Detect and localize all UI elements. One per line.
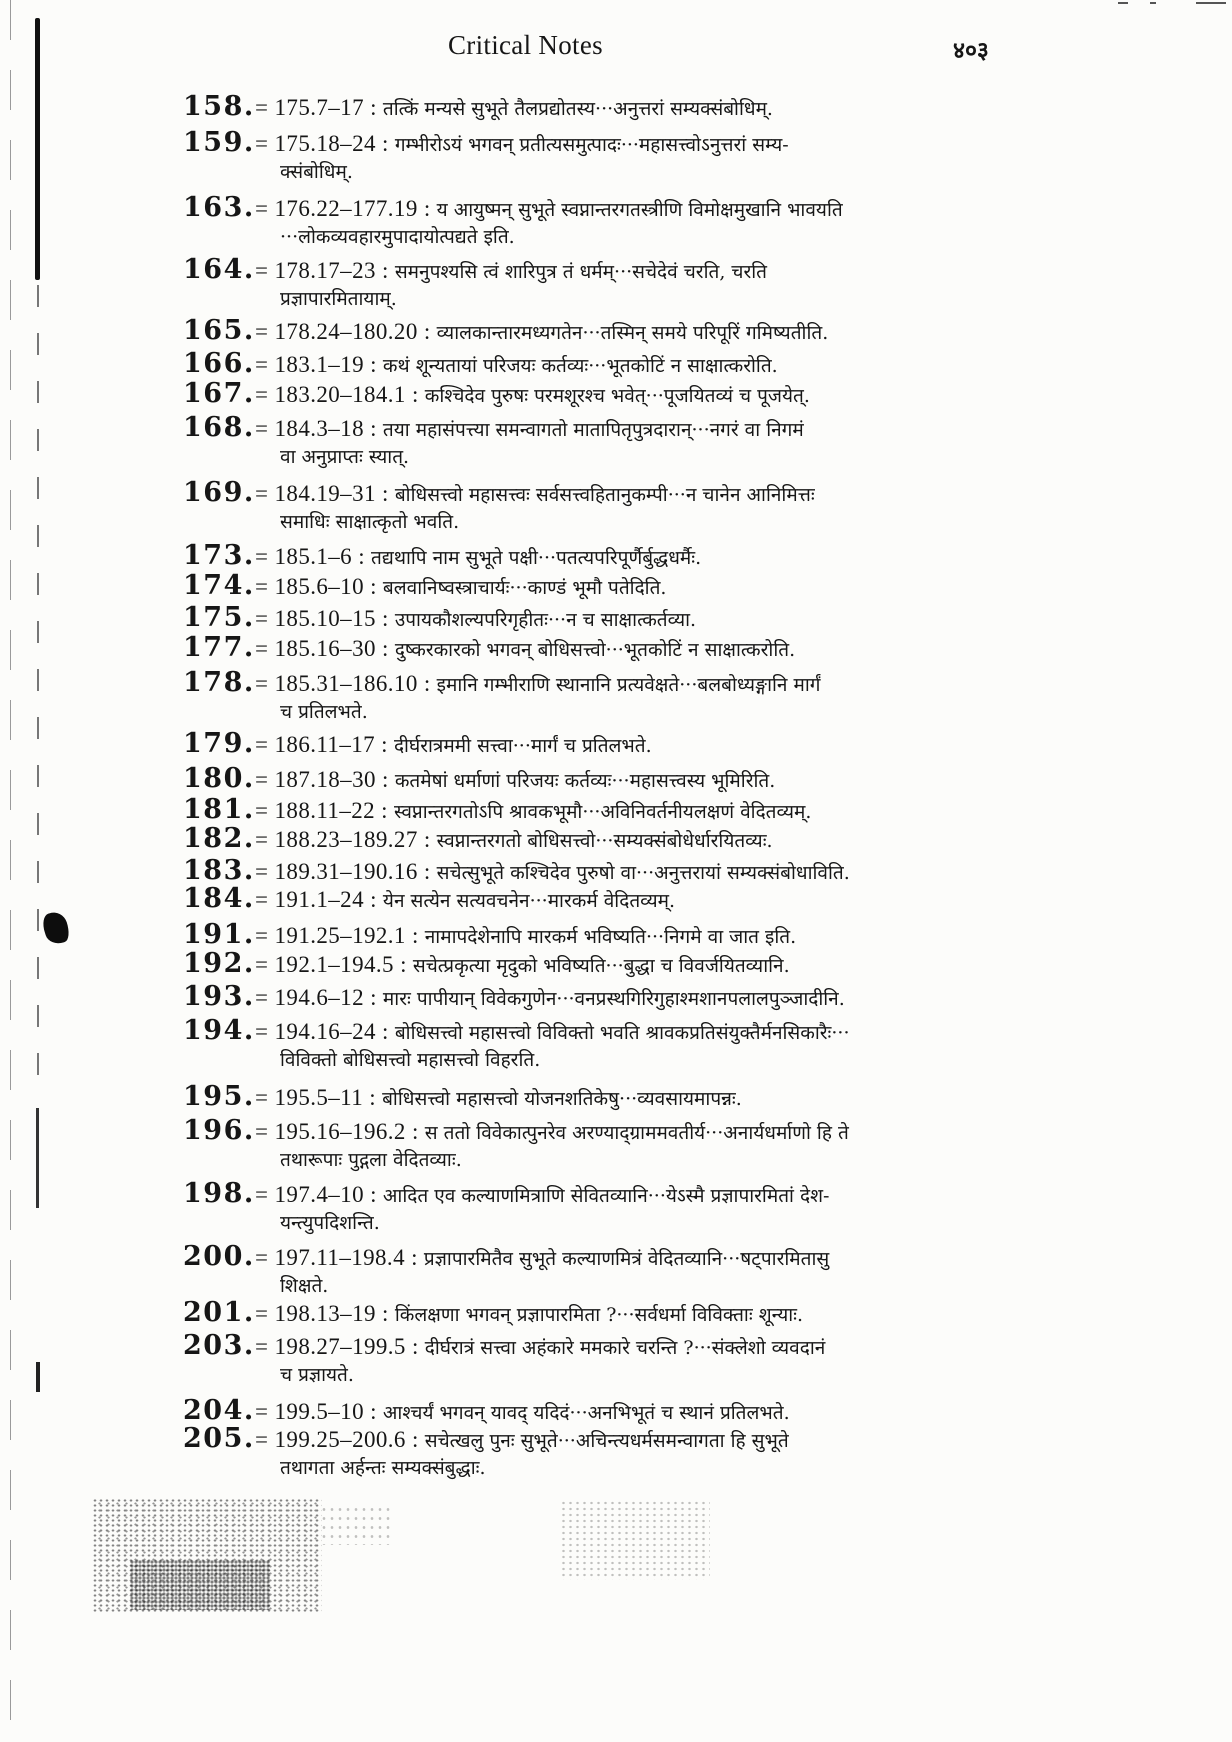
note-entry: [183, 128, 789, 187]
note-text-continuation: तथारूपाः पुद्गला वेदितव्याः.: [280, 1149, 462, 1171]
note-entry: [183, 541, 701, 571]
note-reference: = 191.1–24 :: [255, 887, 377, 912]
note-reference: = 183.20–184.1 :: [255, 382, 419, 407]
note-entry: [183, 1116, 849, 1175]
note-entry: [183, 1242, 829, 1301]
note-entry: [183, 982, 845, 1012]
note-text-line: आदित एव कल्याणमित्राणि सेवितव्यानि···येऽस्मै प्रज्ञापारमितां देश-: [382, 1185, 830, 1207]
note-entry: [183, 1179, 829, 1238]
note-reference: = 187.18–30 :: [255, 767, 389, 792]
note-reference: = 189.31–190.16 :: [255, 859, 431, 884]
note-first-line: [183, 541, 701, 571]
note-reference: = 183.1–19 :: [255, 352, 377, 377]
note-first-line: [183, 795, 811, 825]
note-number: 204.: [183, 1395, 255, 1426]
note-reference: = 194.16–24 :: [255, 1019, 389, 1044]
note-first-line: [183, 729, 652, 759]
note-text-line: सचेत्सुभूते कश्चिदेव पुरुषो वा···अनुत्तरायां सम्यक्संबोधाविति.: [436, 862, 850, 884]
note-number: 200.: [183, 1241, 255, 1272]
note-text-line: बलवानिष्वस्त्राचार्यः···काण्डं भूमौ पतेदिति.: [382, 577, 667, 599]
note-reference: = 199.25–200.6 :: [255, 1427, 419, 1452]
note-text-line: कतमेषां धर्माणां परिजयः कर्तव्यः···महासत्त्वस्य भूमिरिति.: [394, 770, 776, 792]
note-number: 165.: [183, 315, 255, 346]
note-text-continuation: यन्त्युपदिशन्ति.: [280, 1212, 380, 1234]
note-entry: [183, 379, 810, 409]
note-text-line: य आयुष्मन् सुभूते स्वप्नान्तरगतस्त्रीणि विमोक्षमुखानि भावयति: [436, 199, 843, 221]
note-text-continuation: विविक्तो बोधिसत्त्वो महासत्त्वो विहरति.: [280, 1049, 541, 1071]
running-head-title: Critical Notes: [448, 30, 603, 60]
note-text-continuation: च प्रतिलभते.: [280, 701, 368, 723]
note-entry: [183, 795, 811, 825]
note-first-line: [183, 603, 696, 633]
note-number: 158.: [183, 91, 255, 122]
note-number: 177.: [183, 632, 255, 663]
note-entry: [183, 764, 775, 794]
note-first-line: [183, 92, 773, 122]
note-number: 159.: [183, 127, 255, 158]
note-text-line: नामापदेशेनापि मारकर्म भविष्यति···निगमे वा जात इति.: [424, 926, 797, 948]
note-number: 195.: [183, 1081, 255, 1112]
note-entry: [183, 92, 773, 122]
note-first-line: [183, 128, 789, 158]
note-reference: = 186.11–17 :: [255, 732, 388, 757]
note-first-line: [183, 1396, 790, 1426]
note-first-line: [183, 1331, 825, 1361]
note-text-continuation: प्रज्ञापारमितायाम्.: [280, 288, 397, 310]
note-first-line: [183, 824, 773, 854]
note-text-line: स्वप्नान्तरगतोऽपि श्रावकभूमौ···अविनिवर्तनीयलक्षणं वेदितव्यम्.: [393, 801, 812, 823]
note-number: 164.: [183, 254, 255, 285]
note-text-line: व्यालकान्तारमध्यगतेन···तस्मिन् समये परिपूरिं गमिष्यतीति.: [436, 322, 829, 344]
note-entry: [183, 729, 652, 759]
note-reference: = 198.27–199.5 :: [255, 1334, 419, 1359]
note-first-line: [183, 193, 843, 223]
note-reference: = 178.17–23 :: [255, 258, 389, 283]
note-number: 205.: [183, 1423, 255, 1454]
note-reference: = 197.11–198.4 :: [255, 1245, 418, 1270]
note-entry: [183, 1424, 789, 1483]
note-first-line: [183, 856, 850, 886]
note-reference: = 197.4–10 :: [255, 1182, 377, 1207]
note-text-line: स ततो विवेकात्पुनरेव अरण्याद्ग्राममवतीर्य···अनार्यधर्माणो हि ते: [424, 1122, 849, 1144]
note-number: 174.: [183, 570, 255, 601]
note-text-line: दीर्घरात्रं सत्त्वा अहंकारे ममकारे चरन्ति ?···संक्लेशो व्यवदानं: [424, 1337, 826, 1359]
note-number: 193.: [183, 981, 255, 1012]
note-entry: [183, 856, 850, 886]
note-entry: [183, 824, 773, 854]
note-first-line: [183, 349, 778, 379]
note-entry: [183, 1331, 825, 1390]
note-number: 182.: [183, 823, 255, 854]
note-number: 179.: [183, 728, 255, 759]
note-number: 168.: [183, 412, 255, 443]
note-first-line: [183, 1424, 789, 1454]
note-entry: [183, 349, 778, 379]
note-text-line: कश्चिदेव पुरुषः परमशूरश्च भवेत्···पूजयितव्यं च पूजयेत्.: [424, 385, 810, 407]
note-reference: = 176.22–177.19 :: [255, 196, 431, 221]
note-reference: = 184.3–18 :: [255, 416, 377, 441]
note-number: 203.: [183, 1330, 255, 1361]
note-first-line: [183, 884, 675, 914]
note-reference: = 195.16–196.2 :: [255, 1119, 419, 1144]
note-number: 198.: [183, 1178, 255, 1209]
note-reference: = 195.5–11 :: [255, 1085, 377, 1110]
note-entry: [183, 949, 790, 979]
note-first-line: [183, 633, 795, 663]
note-reference: = 185.16–30 :: [255, 636, 389, 661]
note-entry: [183, 1082, 742, 1112]
note-first-line: [183, 920, 796, 950]
note-reference: = 175.7–17 :: [255, 95, 377, 120]
note-first-line: [183, 316, 828, 346]
note-number: 167.: [183, 378, 255, 409]
note-text-line: बोधिसत्त्वो महासत्त्वः सर्वसत्त्वहितानुकम्पी···न चानेन आनिमित्तः: [394, 484, 815, 506]
note-reference: = 199.5–10 :: [255, 1399, 377, 1424]
note-first-line: [183, 668, 820, 698]
note-entry: [183, 478, 815, 537]
note-first-line: [183, 1298, 803, 1328]
note-reference: = 194.6–12 :: [255, 985, 377, 1010]
note-entry: [183, 920, 796, 950]
note-reference: = 198.13–19 :: [255, 1301, 389, 1326]
note-number: 163.: [183, 192, 255, 223]
note-text-line: तया महासंपत्त्या समन्वागतो मातापितृपुत्रदारान्···नगरं वा निगमं: [382, 419, 804, 441]
note-text-line: दुष्करकारको भगवन् बोधिसत्त्वो···भूतकोटिं न साक्षात्करोति.: [394, 639, 796, 661]
note-text-line: कथं शून्यतायां परिजयः कर्तव्यः···भूतकोटिं न साक्षात्करोति.: [382, 355, 778, 377]
note-text-line: दीर्घरात्रममी सत्त्वा···मार्गं च प्रतिलभते.: [393, 735, 652, 757]
note-number: 173.: [183, 540, 255, 571]
note-first-line: [183, 1179, 829, 1209]
note-text-line: आश्चर्यं भगवन् यावद् यदिदं···अनभिभूतं च स्थानं प्रतिलभते.: [382, 1402, 790, 1424]
note-number: 181.: [183, 794, 255, 825]
note-entry: [183, 633, 795, 663]
note-reference: = 192.1–194.5 :: [255, 952, 407, 977]
note-text-line: तत्किं मन्यसे सुभूते तैलप्रद्योतस्य···अनुत्तरां सम्यक्संबोधिम्.: [382, 98, 773, 120]
note-reference: = 185.1–6 :: [255, 544, 366, 569]
note-text-continuation: क्संबोधिम्.: [280, 161, 353, 183]
note-text-continuation: समाधिः साक्षात्कृतो भवति.: [280, 511, 460, 533]
note-number: 183.: [183, 855, 255, 886]
note-text-line: गम्भीरोऽयं भगवन् प्रतीत्यसमुत्पादः···महासत्त्वोऽनुत्तरां सम्य-: [394, 134, 789, 156]
note-text-continuation: तथागता अर्हन्तः सम्यक्संबुद्धाः.: [280, 1457, 486, 1479]
note-reference: = 185.10–15 :: [255, 606, 389, 631]
note-first-line: [183, 478, 815, 508]
note-first-line: [183, 949, 790, 979]
note-text-line: प्रज्ञापारमितैव सुभूते कल्याणमित्रं वेदितव्यानि···षट्पारमितासु: [423, 1248, 830, 1270]
note-reference: = 188.11–22 :: [255, 798, 388, 823]
note-number: 192.: [183, 948, 255, 979]
note-entry: [183, 1016, 850, 1075]
note-entry: [183, 1396, 790, 1426]
note-number: 196.: [183, 1115, 255, 1146]
note-entry: [183, 316, 828, 346]
note-entry: [183, 1298, 803, 1328]
note-number: 178.: [183, 667, 255, 698]
note-first-line: [183, 571, 666, 601]
note-text-line: बोधिसत्त्वो महासत्त्वो योजनशतिकेषु···व्यवसायमापन्नः.: [382, 1088, 742, 1110]
note-reference: = 191.25–192.1 :: [255, 923, 419, 948]
note-text-continuation: शिक्षते.: [280, 1275, 329, 1297]
note-reference: = 184.19–31 :: [255, 481, 389, 506]
note-text-line: मारः पापीयान् विवेकगुणेन···वनप्रस्थगिरिगुहाश्मशानपलालपुञ्जादीनि.: [382, 988, 845, 1010]
note-first-line: [183, 413, 804, 443]
note-number: 191.: [183, 919, 255, 950]
note-first-line: [183, 379, 810, 409]
note-entry: [183, 571, 666, 601]
page-number: ४०३: [953, 37, 989, 64]
note-reference: = 188.23–189.27 :: [255, 827, 431, 852]
note-reference: = 185.31–186.10 :: [255, 671, 431, 696]
note-text-continuation: वा अनुप्राप्तः स्यात्.: [280, 446, 410, 468]
note-text-line: किंलक्षणा भगवन् प्रज्ञापारमिता ?···सर्वधर्मा विविक्ताः शून्याः.: [394, 1304, 804, 1326]
note-reference: = 185.6–10 :: [255, 574, 377, 599]
note-first-line: [183, 255, 767, 285]
note-entry: [183, 884, 675, 914]
note-number: 166.: [183, 348, 255, 379]
note-first-line: [183, 1242, 829, 1272]
note-first-line: [183, 982, 845, 1012]
note-text-line: सचेत्खलु पुनः सुभूते···अचिन्त्यधर्मसमन्वागता हि सुभूते: [424, 1430, 789, 1452]
note-reference: = 175.18–24 :: [255, 131, 389, 156]
note-text-line: तद्यथापि नाम सुभूते पक्षी···पतत्यपरिपूर्णैर्बुद्धधर्मैः.: [371, 547, 702, 569]
note-text-line: समनुपश्यसि त्वं शारिपुत्र तं धर्मम्···सचेदेवं चरति, चरति: [394, 261, 767, 283]
note-number: 175.: [183, 602, 255, 633]
note-first-line: [183, 1116, 849, 1146]
note-text-line: स्वप्नान्तरगतो बोधिसत्त्वो···सम्यक्संबोधेर्धारयितव्यः.: [436, 830, 773, 852]
note-first-line: [183, 1016, 850, 1046]
note-text-line: सचेत्प्रकृत्या मृदुको भविष्यति···बुद्धा च विवर्जयितव्यानि.: [412, 955, 790, 977]
note-number: 194.: [183, 1015, 255, 1046]
note-text-line: इमानि गम्भीराणि स्थानानि प्रत्यवेक्षते···बलबोध्यङ्गानि मार्गं: [436, 674, 821, 696]
note-number: 180.: [183, 763, 255, 794]
note-reference: = 178.24–180.20 :: [255, 319, 431, 344]
note-entry: [183, 603, 696, 633]
note-number: 169.: [183, 477, 255, 508]
note-first-line: [183, 1082, 742, 1112]
note-text-line: उपायकौशल्यपरिगृहीतः···न च साक्षात्कर्तव्या.: [394, 609, 697, 631]
note-text-continuation: ···लोकव्यवहारमुपादायोत्पद्यते इति.: [280, 226, 515, 248]
note-text-continuation: च प्रज्ञायते.: [280, 1364, 354, 1386]
note-entry: [183, 668, 820, 727]
note-entry: [183, 193, 843, 252]
note-number: 201.: [183, 1297, 255, 1328]
note-entry: [183, 255, 767, 314]
note-text-line: येन सत्येन सत्यवचनेन···मारकर्म वेदितव्यम्.: [382, 890, 676, 912]
note-number: 184.: [183, 883, 255, 914]
note-text-line: बोधिसत्त्वो महासत्त्वो विविक्तो भवति श्रावकप्रतिसंयुक्तैर्मनसिकारैः···: [394, 1022, 850, 1044]
note-entry: [183, 413, 804, 472]
note-first-line: [183, 764, 775, 794]
